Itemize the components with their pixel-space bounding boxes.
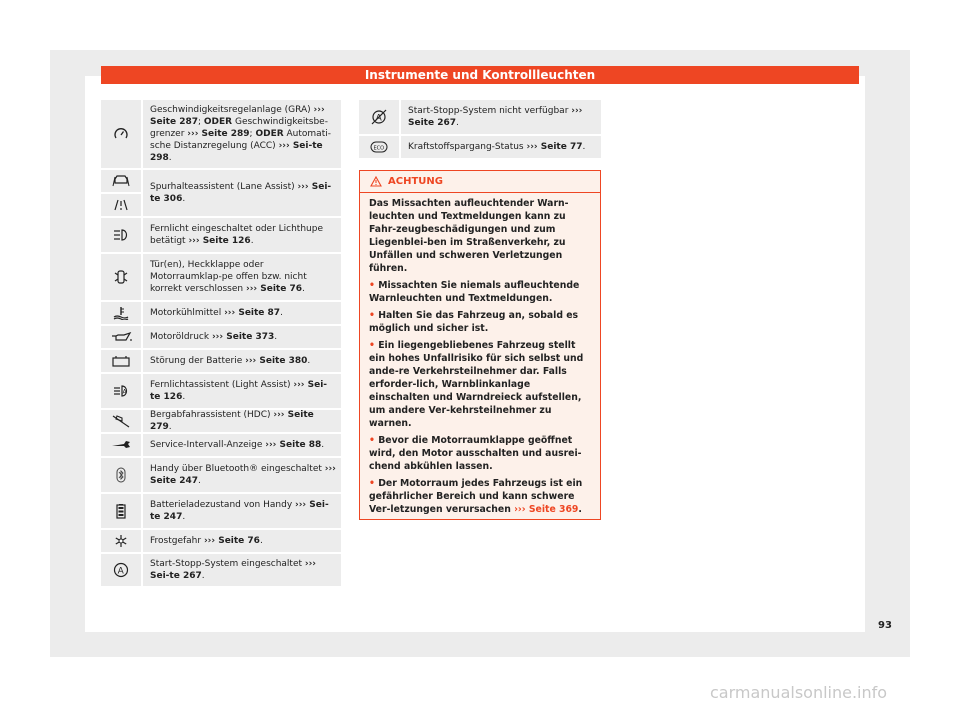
row-text xyxy=(143,458,341,492)
page-reference[interactable]: ››› Seite 380 xyxy=(245,356,308,366)
speedometer-icon xyxy=(101,100,143,168)
table-row xyxy=(101,100,341,170)
warning-title: ACHTUNG xyxy=(388,176,443,187)
text-run: Kraftstoffspargang-Status xyxy=(408,142,527,152)
warning-bullet-last: • Der Motorraum jedes Fahrzeugs ist ein gefährlicher Bereich und kann schwere Ver-letzungen verursachen ››› Seite 369. xyxy=(369,477,592,516)
table-row xyxy=(101,458,341,494)
page-reference[interactable]: ››› Sei-te 267 xyxy=(150,559,317,581)
text-run: Batterieladezustand von Handy xyxy=(150,500,296,510)
page-reference[interactable]: ››› Seite 76 xyxy=(203,536,260,546)
page-reference[interactable]: ››› Sei-te 247 xyxy=(150,500,329,522)
row-text xyxy=(143,434,341,456)
warning-bullet: • Ein liegengebliebenes Fahrzeug stellt ein hohes Unfallrisiko für sich selbst und ande-re Verkehrsteilnehmer dar. Falls erforder-lich, Warnblinkanlage einschalten und Warndreieck aufstellen, um andere Ver-kehrsteilnehmer zu warnen. xyxy=(369,339,592,430)
table-row xyxy=(101,494,341,530)
page-reference-link[interactable]: ››› Seite 369 xyxy=(514,504,579,515)
text-run: Motorkühlmittel xyxy=(150,308,225,318)
indicator-table-right xyxy=(359,100,601,160)
page-reference[interactable]: ››› Seite 77 xyxy=(526,142,583,152)
text-run: Service-Intervall-Anzeige xyxy=(150,440,266,450)
row-text xyxy=(401,136,601,158)
page-reference[interactable]: ››› Sei-te 298 xyxy=(150,141,323,163)
door-open-icon xyxy=(101,254,143,300)
row-text xyxy=(143,374,341,408)
phone-battery-icon xyxy=(101,494,143,528)
oil-pressure-icon xyxy=(101,326,143,348)
row-text xyxy=(143,170,341,216)
text-run: Start-Stopp-System eingeschaltet xyxy=(150,559,305,569)
svg-text:A: A xyxy=(122,388,127,396)
table-row xyxy=(101,170,341,218)
text-run: . xyxy=(280,308,283,318)
svg-text:A: A xyxy=(375,113,382,124)
text-run: . xyxy=(182,194,186,204)
text-run: Geschwindigkeitsregelanlage (GRA) xyxy=(150,105,314,115)
indicator-table-left xyxy=(101,100,341,588)
text-run: ; xyxy=(249,129,256,139)
text-run: Motoröldruck xyxy=(150,332,212,342)
page-reference[interactable]: ››› Seite 373 xyxy=(211,332,275,342)
table-row xyxy=(101,350,341,374)
text-run: . xyxy=(582,142,586,152)
page-reference[interactable]: ››› Seite 126 xyxy=(188,236,251,246)
text-run: . xyxy=(301,284,305,294)
text-run: Bergabfahrassistent (HDC) xyxy=(150,410,274,420)
warning-intro: Das Missachten aufleuchtender Warn-leuchten und Textmeldungen kann zu Fahr-zeugbeschädigungen und zum Liegenblei-ben im Straßenverkehr, zu Unfällen und schweren Verletzungen führen. xyxy=(369,198,569,274)
snowflake-icon xyxy=(101,530,143,552)
page-reference[interactable]: ››› Sei-te 126 xyxy=(150,380,328,402)
text-run: . xyxy=(307,356,311,366)
table-row xyxy=(101,218,341,254)
page-reference[interactable]: ››› Seite 287 xyxy=(150,105,325,127)
hill-descent-icon xyxy=(101,410,143,432)
text-run: Fernlichtassistent (Light Assist) xyxy=(150,380,294,390)
text-run: . xyxy=(182,512,186,522)
text-run: . xyxy=(168,153,172,163)
page-number: 93 xyxy=(878,620,892,631)
text-run: ; xyxy=(198,117,204,127)
table-row xyxy=(101,254,341,302)
page-reference[interactable]: ››› Seite 247 xyxy=(150,464,336,486)
watermark: carmanualsonline.info xyxy=(710,683,888,702)
text-run: . xyxy=(182,392,186,402)
eco-icon xyxy=(359,136,401,158)
row-text xyxy=(143,302,341,324)
warning-bullet: • Missachten Sie niemals aufleuchtende Warnleuchten und Textmeldungen. xyxy=(369,279,592,305)
text-run: . xyxy=(456,118,459,128)
wrench-icon xyxy=(101,434,143,456)
table-row xyxy=(101,554,341,588)
table-row xyxy=(359,136,601,160)
page-reference[interactable]: ››› Seite 279 xyxy=(150,410,314,432)
page-header: Instrumente und Kontrollleuchten xyxy=(101,66,859,84)
coolant-icon xyxy=(101,302,143,324)
row-text xyxy=(143,494,341,528)
table-row xyxy=(101,410,341,434)
text-run: Spurhalteassistent (Lane Assist) xyxy=(150,182,298,192)
svg-text:A: A xyxy=(117,566,124,577)
lane-assist-warning-icon xyxy=(101,192,141,216)
text-run: . xyxy=(250,236,254,246)
row-text xyxy=(143,410,341,432)
battery-icon xyxy=(101,350,143,372)
page-reference[interactable]: ODER xyxy=(255,129,284,139)
text-run: Geschwindigkeitsbe-grenzer xyxy=(150,117,328,139)
table-row xyxy=(101,326,341,350)
svg-text:ECO: ECO xyxy=(373,145,385,152)
page-reference[interactable]: ››› Seite 87 xyxy=(224,308,281,318)
text-run: . xyxy=(168,422,172,432)
start-stop-icon xyxy=(101,554,143,586)
table-row xyxy=(101,530,341,554)
text-run: Fernlicht eingeschaltet oder Lichthupe betätigt xyxy=(150,224,323,246)
lane-assist-icon xyxy=(101,170,141,192)
high-beam-icon xyxy=(101,218,143,252)
light-assist-icon xyxy=(101,374,143,408)
text-run: Tür(en), Heckklappe oder Motorraumklap-pe offen bzw. nicht korrekt verschlossen xyxy=(150,260,307,294)
warning-bullet: • Bevor die Motorraumklappe geöffnet wird, den Motor ausschalten und ausrei-chend abkühlen lassen. xyxy=(369,434,592,473)
warning-triangle-icon xyxy=(370,176,382,187)
page-reference[interactable]: ››› Sei-te 306 xyxy=(150,182,332,204)
row-text xyxy=(143,326,341,348)
row-text xyxy=(401,100,601,134)
text-run: . xyxy=(198,476,201,486)
text-run: . xyxy=(201,571,205,581)
row-text xyxy=(143,350,341,372)
table-row xyxy=(359,100,601,136)
text-run: Start-Stopp-System nicht verfügbar xyxy=(408,106,572,116)
text-run: Frostgefahr xyxy=(150,536,204,546)
row-text xyxy=(143,530,341,552)
text-run: . xyxy=(321,440,325,450)
warning-box xyxy=(359,170,601,520)
start-stop-unavailable-icon xyxy=(359,100,401,134)
text-run: Störung der Batterie xyxy=(150,356,246,366)
page-reference[interactable]: ››› Seite 267 xyxy=(408,106,583,128)
row-text xyxy=(143,554,341,586)
text-run: Automati-sche Distanzregelung (ACC) xyxy=(150,129,331,151)
page-reference[interactable]: ODER xyxy=(203,117,233,127)
table-row xyxy=(101,302,341,326)
table-row xyxy=(101,374,341,410)
text-run: . xyxy=(259,536,263,546)
page-reference[interactable]: ››› Seite 289 xyxy=(187,129,250,139)
page-reference[interactable]: ››› Seite 88 xyxy=(265,440,322,450)
page-reference[interactable]: ››› Seite 76 xyxy=(245,284,302,294)
text-run: Handy über Bluetooth® eingeschaltet xyxy=(150,464,325,474)
text-run: . xyxy=(274,332,278,342)
row-text xyxy=(143,100,341,168)
bluetooth-icon xyxy=(101,458,143,492)
warning-bullet: • Halten Sie das Fahrzeug an, sobald es möglich und sicher ist. xyxy=(369,309,592,335)
table-row xyxy=(101,434,341,458)
row-text xyxy=(143,254,341,300)
row-text xyxy=(143,218,341,252)
